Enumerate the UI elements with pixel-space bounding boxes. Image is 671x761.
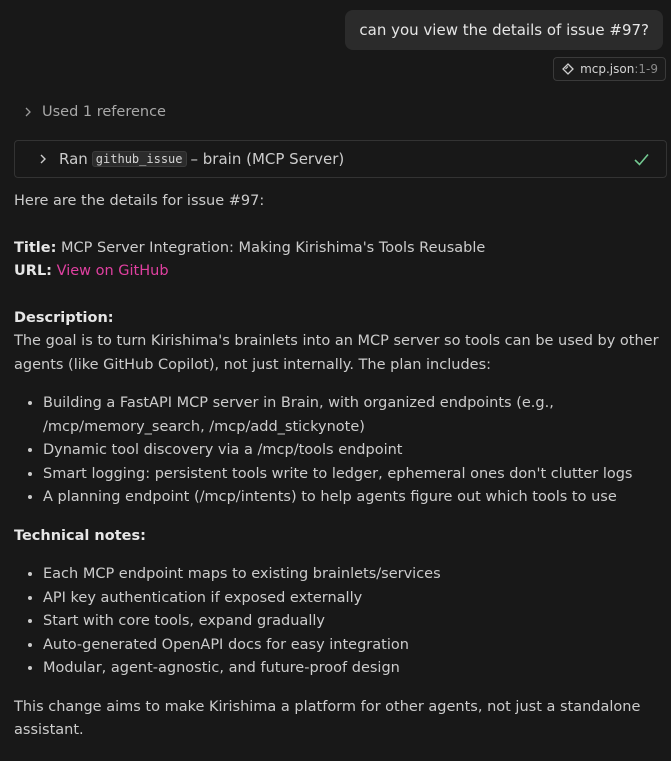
user-message-bubble bbox=[345, 10, 663, 50]
reference-line-range: :1-9 bbox=[634, 62, 658, 76]
list-item: • API key authentication if exposed externally bbox=[43, 587, 664, 611]
used-references-toggle[interactable] bbox=[22, 104, 166, 120]
list-item: • Building a FastAPI MCP server in Brain, with organized endpoints (e.g., /mcp/memory_search, /mcp/add_stickynote) bbox=[43, 392, 664, 439]
list-item: • Start with core tools, expand gradually bbox=[43, 610, 664, 634]
file-icon bbox=[562, 63, 574, 75]
title-label: Title: bbox=[14, 239, 57, 256]
list-item: • Smart logging: persistent tools write to ledger, ephemeral ones don't clutter logs bbox=[43, 463, 664, 487]
tool-call-suffix: – brain (MCP Server) bbox=[190, 150, 345, 168]
chevron-right-icon bbox=[22, 106, 34, 118]
check-icon bbox=[633, 151, 650, 168]
list-item: • Each MCP endpoint maps to existing brainlets/services bbox=[43, 563, 664, 587]
response-intro: Here are the details for issue #97: bbox=[14, 193, 265, 209]
plan-list bbox=[14, 392, 664, 510]
list-item: • Dynamic tool discovery via a /mcp/tools endpoint bbox=[43, 439, 664, 463]
tool-name: github_issue bbox=[92, 151, 187, 167]
technical-notes-label: Technical notes: bbox=[14, 527, 146, 544]
list-item: • Auto-generated OpenAPI docs for easy integration bbox=[43, 634, 664, 658]
issue-url-line bbox=[14, 260, 664, 284]
used-references-label: Used 1 reference bbox=[42, 104, 166, 120]
description-label: Description: bbox=[14, 309, 114, 326]
reference-chip[interactable] bbox=[553, 57, 666, 81]
closing-text: This change aims to make Kirishima a platform for other agents, not just a standalone assistant. bbox=[14, 698, 641, 738]
tool-call-prefix: Ran bbox=[59, 150, 88, 168]
assistant-response bbox=[14, 190, 664, 743]
description-text: The goal is to turn Kirishima's brainlets into an MCP server so tools can be used by other agents (like GitHub Copilot), not just internally. The plan includes: bbox=[14, 333, 659, 373]
chevron-right-icon bbox=[37, 153, 49, 165]
list-item: • Modular, agent-agnostic, and future-proof design bbox=[43, 657, 664, 681]
reference-file-name: mcp.json bbox=[580, 62, 635, 76]
user-message-text: can you view the details of issue #97? bbox=[359, 21, 649, 39]
technical-list bbox=[14, 563, 664, 681]
issue-title-line bbox=[14, 237, 664, 261]
tool-call-box[interactable] bbox=[14, 140, 667, 178]
list-item: • A planning endpoint (/mcp/intents) to help agents figure out which tools to use bbox=[43, 486, 664, 510]
view-on-github-link[interactable]: View on GitHub bbox=[56, 263, 169, 279]
url-label: URL: bbox=[14, 263, 52, 279]
issue-title: MCP Server Integration: Making Kirishima's Tools Reusable bbox=[61, 239, 486, 256]
